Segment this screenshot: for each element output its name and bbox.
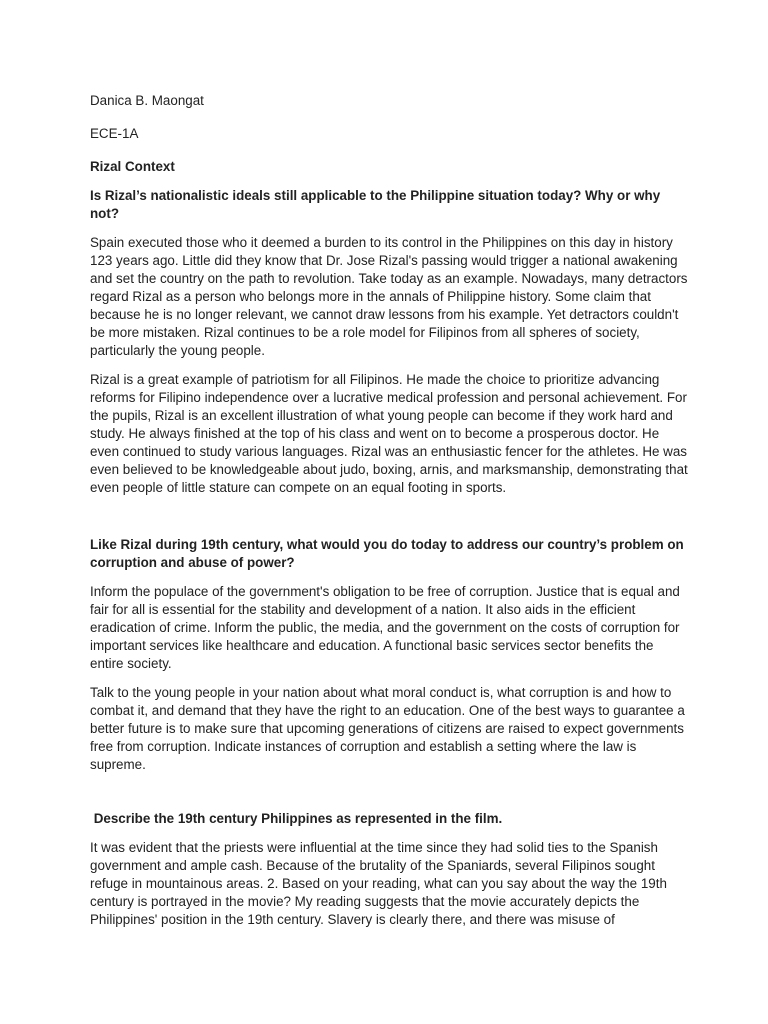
answer-1-paragraph-2: Rizal is a great example of patriotism for all Filipinos. He made the choice to prioritize advancing reforms for Filipino independence over a lucrative medical profession and personal achievement. For the pupils, Rizal is an excellent illustration of what young people can become if they work hard and study. He always finished at the top of his class and went on to become a prosperous doctor. He even continued to study various languages. Rizal was an enthusiastic fencer for the athletes. He was even believed to be knowledgeable about judo, boxing, arnis, and marksmanship, demonstrating that even people of little stature can compete on an equal footing in sports. — [90, 372, 688, 495]
answer-2-paragraph-2: Talk to the young people in your nation about what moral conduct is, what corruption is and how to combat it, and demand that they have the right to an education. One of the best ways to guarantee a better future is to make sure that upcoming generations of citizens are raised to expect governments free from corruption. Indicate instances of corruption and establish a setting where the law is supreme. — [90, 685, 685, 772]
spacer — [90, 508, 690, 536]
question-1: Is Rizal’s nationalistic ideals still applicable to the Philippine situation today? Why or why not? — [90, 188, 661, 221]
answer-1-paragraph-1: Spain executed those who it deemed a burden to its control in the Philippines on this day in history 123 years ago. Little did they know that Dr. Jose Rizal's passing would trigger a national awakening and set the country on the path to revolution. Take today as an example. Nowadays, many detractors regard Rizal as a person who belongs more in the annals of Philippine history. Some claim that because he is no longer relevant, we cannot draw lessons from his example. Yet detractors couldn't be more mistaken. Rizal continues to be a role model for Filipinos from all spheres of society, particularly the young people. — [90, 235, 688, 358]
author-name: Danica B. Maongat — [90, 93, 204, 108]
answer-2-paragraph-1: Inform the populace of the government's obligation to be free of corruption. Justice that is equal and fair for all is essential for the stability and development of a nation. It also aids in the efficient eradication of crime. Inform the public, the media, and the government on the costs of corruption for important services like healthcare and education. A functional basic services sector benefits the entire society. — [90, 584, 680, 671]
class-section: ECE-1A — [90, 126, 139, 141]
question-3: Describe the 19th century Philippines as represented in the film. — [90, 811, 503, 826]
document-title: Rizal Context — [90, 159, 175, 174]
question-2: Like Rizal during 19th century, what would you do today to address our country’s problem on corruption and abuse of power? — [90, 537, 684, 570]
answer-3-paragraph-1: It was evident that the priests were influential at the time since they had solid ties to the Spanish government and ample cash. Because of the brutality of the Spaniards, several Filipinos sought refuge in mountainous areas. 2. Based on your reading, what can you say about the way the 19th century is portrayed in the movie? My reading suggests that the movie accurately depicts the Philippines' position in the 19th century. Slavery is clearly there, and there was misuse of — [90, 840, 667, 927]
spacer — [90, 785, 690, 810]
document-page — [90, 92, 690, 940]
